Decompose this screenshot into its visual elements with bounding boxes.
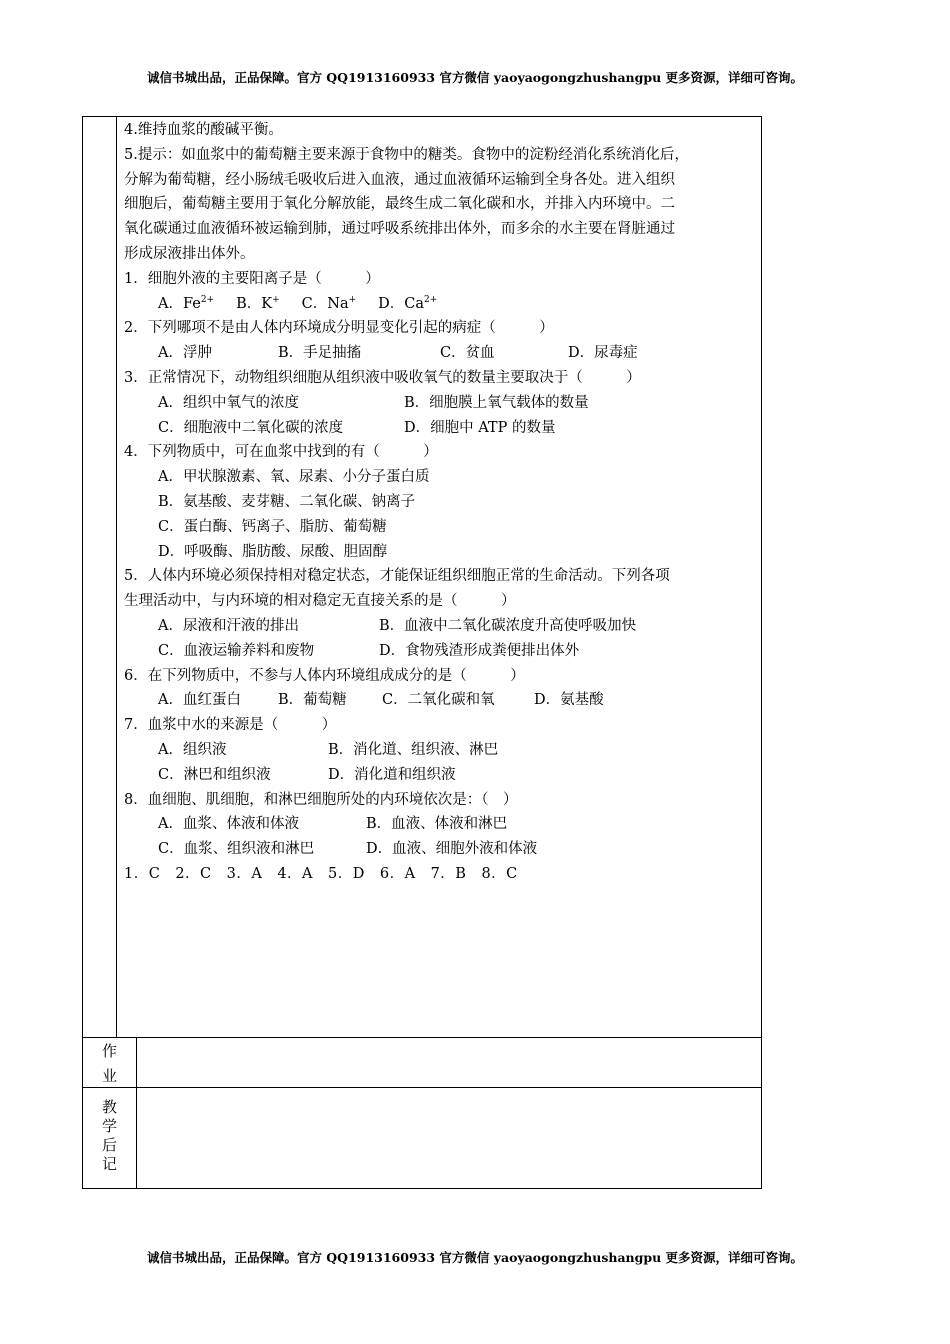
question-1-stem: 1．细胞外液的主要阳离子是（ ） [124, 270, 380, 287]
option-a: A．血红蛋白 [158, 692, 241, 709]
question-8-options-ab [124, 812, 760, 837]
question-2-options [124, 341, 760, 366]
option-a: A．甲状腺激素、氧、尿素、小分子蛋白质 [158, 469, 430, 486]
question-6-options [124, 688, 760, 713]
question-5-options-ab [124, 614, 760, 639]
option-b: B．氨基酸、麦芽糖、二氧化碳、钠离子 [158, 493, 416, 510]
option-d-charge: 2+ [424, 294, 438, 305]
intro-line: 形成尿液排出体外。 [124, 245, 255, 262]
question-4-stem: 4．下列物质中，可在血浆中找到的有（ ） [124, 444, 438, 461]
option-b: B．消化道、组织液、淋巴 [328, 741, 499, 758]
option-a: A．Fe [158, 295, 201, 312]
option-d: D．消化道和组织液 [328, 766, 456, 783]
option-d: D．尿毒症 [568, 345, 638, 362]
question-7-options-cd [124, 763, 760, 788]
question-7-stem: 7．血浆中水的来源是（ ） [124, 717, 337, 734]
option-c: C．血浆、组织液和淋巴 [158, 841, 315, 858]
option-b: B．葡萄糖 [278, 692, 347, 709]
option-c: C．二氧化碳和氧 [382, 692, 495, 709]
intro-line: 细胞后，葡萄糖主要用于氧化分解放能，最终生成二氧化碳和水，并排入内环境中。二 [124, 196, 675, 213]
content-left-rule [116, 116, 117, 1038]
option-d: D．食物残渣形成粪便排出体外 [379, 642, 580, 659]
question-3-options-cd [124, 416, 760, 441]
option-c: C．Na [301, 295, 349, 312]
lesson-content [124, 118, 760, 887]
page-footer: 诚信书城出品，正品保障。官方 QQ1913160933 官方微信 yaoyaogongzhushangpu 更多资源，详细可咨询。 [146, 1250, 804, 1265]
option-b: B．手足抽搐 [278, 345, 362, 362]
question-8-stem: 8．血细胞、肌细胞，和淋巴细胞所处的内环境依次是：（ ） [124, 791, 518, 808]
intro-line: 4.维持血浆的酸碱平衡。 [124, 122, 283, 138]
question-2-stem: 2．下列哪项不是由人体内环境成分明显变化引起的病症（ ） [124, 320, 554, 337]
option-a: A．血浆、体液和体液 [158, 816, 299, 833]
option-d: D．呼吸酶、脂肪酸、尿酸、胆固醇 [158, 543, 388, 560]
homework-label: 作 业 [101, 1042, 117, 1085]
option-b: B．血液中二氧化碳浓度升高使呼吸加快 [379, 617, 637, 634]
page-header: 诚信书城出品，正品保障。官方 QQ1913160933 官方微信 yaoyaogongzhushangpu 更多资源，详细可咨询。 [146, 70, 804, 85]
option-c: C．蛋白酶、钙离子、脂肪、葡萄糖 [158, 518, 387, 535]
option-a: A．尿液和汗液的排出 [158, 617, 299, 634]
option-d: D．细胞中 ATP 的数量 [404, 419, 556, 436]
option-b: B．细胞膜上氧气载体的数量 [404, 394, 589, 411]
intro-line: 分解为葡萄糖，经小肠绒毛吸收后进入血液，通过血液循环运输到全身各处。进入组织 [124, 171, 675, 188]
question-1-options [124, 292, 760, 317]
question-3-stem: 3．正常情况下，动物组织细胞从组织液中吸收氧气的数量主要取决于（ ） [124, 369, 641, 386]
intro-line: 5.提示：如血浆中的葡萄糖主要来源于食物中的糖类。食物中的淀粉经消化系统消化后， [124, 146, 689, 163]
option-c-charge: + [348, 294, 357, 305]
intro-line: 氧化碳通过血液循环被运输到肺，通过呼吸系统排出体外，而多余的水主要在肾脏通过 [124, 221, 675, 238]
option-d: D．血液、细胞外液和体液 [366, 841, 538, 858]
option-b: B．血液、体液和淋巴 [366, 816, 508, 833]
question-6-stem: 6．在下列物质中，不参与人体内环境组成成分的是（ ） [124, 667, 525, 684]
teaching-reflection-label: 教 学 后 记 [101, 1098, 117, 1173]
option-a-charge: 2+ [200, 294, 215, 305]
answer-key: 1．C 2．C 3．A 4．A 5．D 6．A 7．B 8．C [124, 865, 518, 882]
label-column-rule [136, 1037, 137, 1189]
option-b: B．K [236, 295, 273, 312]
option-d: D．Ca [378, 295, 425, 312]
question-5-options-cd [124, 639, 760, 664]
option-b-charge: + [272, 294, 280, 305]
option-c: C．细胞液中二氧化碳的浓度 [158, 419, 344, 436]
option-a: A．浮肿 [158, 345, 212, 362]
option-c: C．血液运输养料和废物 [158, 642, 315, 659]
question-3-options-ab [124, 391, 760, 416]
row-divider-homework [82, 1037, 762, 1038]
option-c: C．贫血 [440, 345, 495, 362]
question-5-stem-cont: 生理活动中，与内环境的相对稳定无直接关系的是（ ） [124, 593, 516, 610]
question-7-options-ab [124, 738, 760, 763]
option-a: A．组织中氧气的浓度 [158, 394, 299, 411]
option-a: A．组织液 [158, 741, 227, 758]
question-8-options-cd [124, 837, 760, 862]
row-divider-reflection [82, 1087, 762, 1088]
option-d: D．氨基酸 [534, 692, 604, 709]
option-c: C．淋巴和组织液 [158, 766, 271, 783]
question-5-stem: 5．人体内环境必须保持相对稳定状态，才能保证组织细胞正常的生命活动。下列各项 [124, 568, 670, 585]
